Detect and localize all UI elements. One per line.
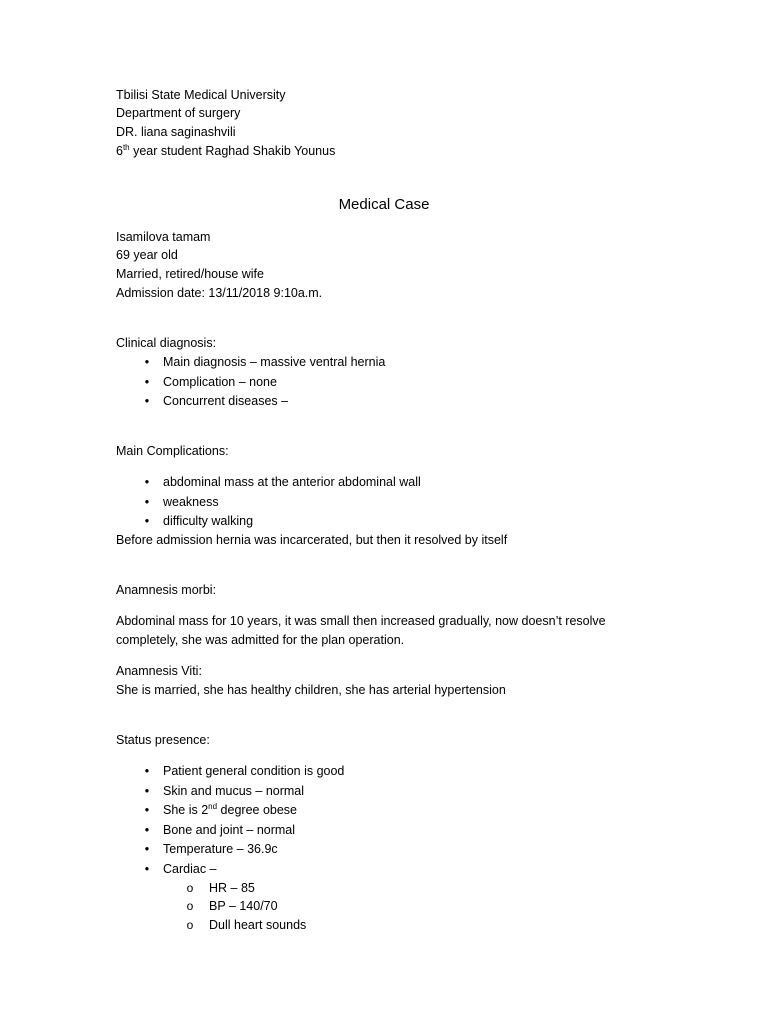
obesity-text-end: degree obese [217,803,298,817]
bullet-glyph: • [144,375,150,389]
list-item: Complication – none [163,375,277,389]
student-year-number: 6 [116,144,123,158]
list-item: Patient general condition is good [163,764,345,778]
status-heading: Status presence: [116,733,210,747]
clinical-heading: Clinical diagnosis: [116,336,217,350]
list-item: weakness [163,495,219,509]
obesity-text-start: She is 2 [163,803,209,817]
list-item: Bone and joint – normal [163,823,296,837]
list-item: Concurrent diseases – [163,394,289,408]
list-item: Cardiac – [163,862,217,876]
viti-text: She is married, she has healthy children, she has arterial hypertension [116,683,506,697]
bullet-glyph: • [144,784,150,798]
list-item: Skin and mucus – normal [163,784,305,798]
list-item: Temperature – 36.9c [163,842,278,856]
patient-name: Isamilova tamam [116,230,211,244]
admission-date: Admission date: 13/11/2018 9:10a.m. [116,286,323,300]
bullet-glyph: • [144,823,150,837]
list-item: Main diagnosis – massive ventral hernia [163,355,386,369]
list-item-obesity [163,802,297,819]
patient-status: Married, retired/house wife [116,267,264,281]
doctor-line: DR. liana saginashvili [116,125,236,139]
bullet-glyph: • [144,475,150,489]
sub-list-item: Dull heart sounds [209,918,307,932]
bullet-glyph: • [144,514,150,528]
student-line [116,143,335,160]
list-item: abdominal mass at the anterior abdominal wall [163,475,421,489]
bullet-glyph: • [144,355,150,369]
patient-age: 69 year old [116,248,178,262]
bullet-glyph: • [144,803,150,817]
list-item: difficulty walking [163,514,254,528]
viti-heading: Anamnesis Viti: [116,664,202,678]
sub-list-item: HR – 85 [209,881,255,895]
sub-bullet-glyph: o [186,918,194,932]
university-line: Tbilisi State Medical University [116,88,286,102]
bullet-glyph: • [144,764,150,778]
morbi-text-line-1: Abdominal mass for 10 years, it was small then increased gradually, now doesn’t resolve [116,614,606,628]
bullet-glyph: • [144,495,150,509]
bullet-glyph: • [144,862,150,876]
student-name: year student Raghad Shakib Younus [129,144,336,158]
bullet-glyph: • [144,842,150,856]
sub-bullet-glyph: o [186,899,194,913]
document-title: Medical Case [338,196,430,213]
department-line: Department of surgery [116,106,241,120]
sub-list-item: BP – 140/70 [209,899,278,913]
student-year-suffix: th [122,142,130,152]
sub-bullet-glyph: o [186,881,194,895]
bullet-glyph: • [144,394,150,408]
morbi-heading: Anamnesis morbi: [116,583,217,597]
complications-heading: Main Complications: [116,444,229,458]
morbi-text-line-2: completely, she was admitted for the plan operation. [116,633,405,647]
obesity-degree-suffix: nd [208,801,218,811]
complications-note: Before admission hernia was incarcerated, but then it resolved by itself [116,533,508,547]
